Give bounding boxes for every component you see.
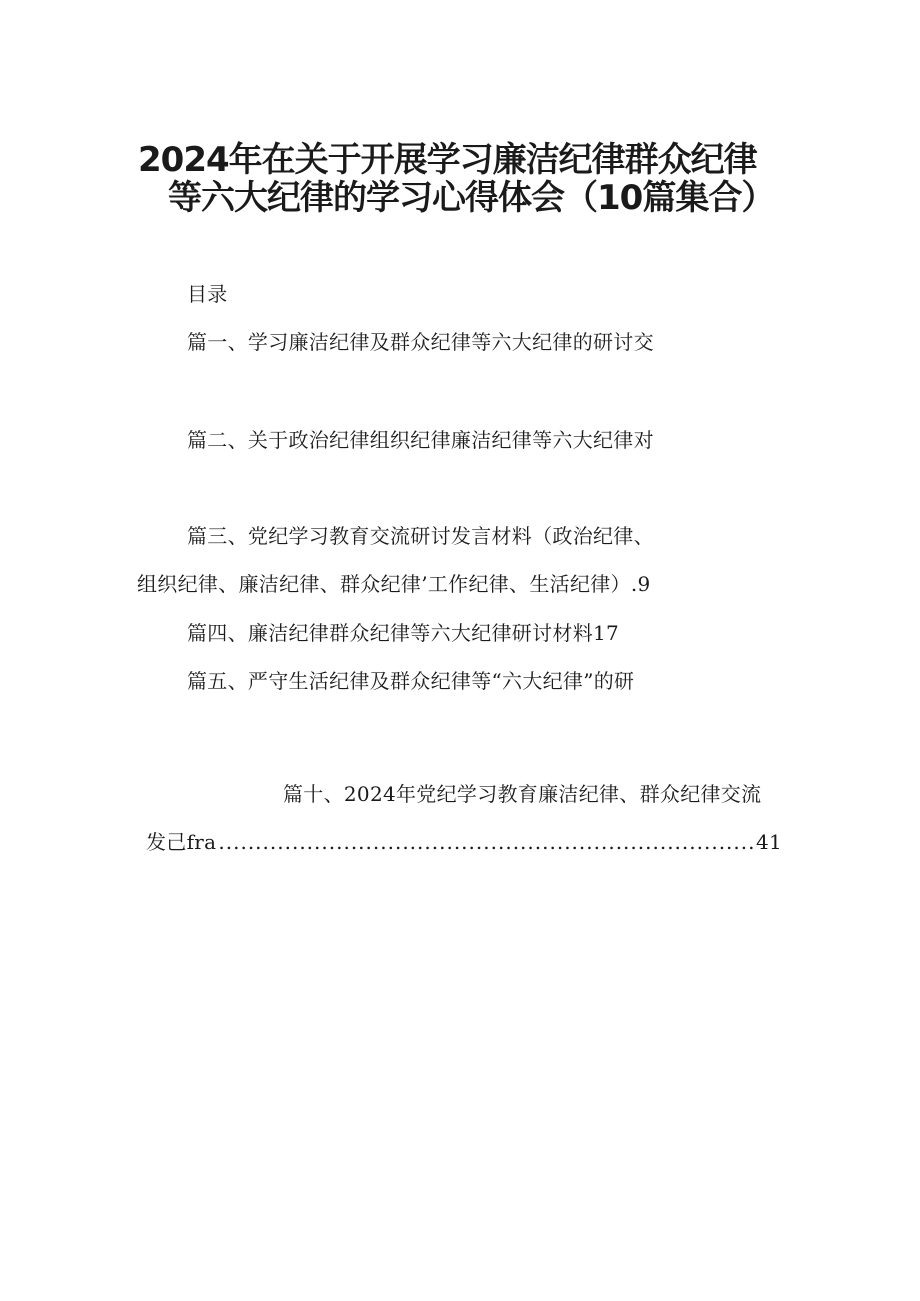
toc-entry-10-text: 发己fra xyxy=(146,830,217,854)
toc-dot-leader xyxy=(218,830,754,854)
document-title-line-1: 2024年在关于开展学习廉洁纪律群众纪律 xyxy=(138,140,757,180)
toc-entry-10-line-2[interactable] xyxy=(146,830,782,854)
toc-entry-3-line-1[interactable]: 篇三、党纪学习教育交流研讨发言材料（政治纪律、 xyxy=(187,524,654,548)
toc-entry-2[interactable]: 篇二、关于政治纪律组织纪律廉洁纪律等六大纪律对 xyxy=(187,428,654,452)
toc-heading: 目录 xyxy=(187,282,228,306)
toc-entry-3-line-2[interactable]: 组织纪律、廉洁纪律、群众纪律’工作纪律、生活纪律）.9 xyxy=(137,572,651,596)
toc-entry-10-line-1[interactable]: 篇十、2024年党纪学习教育廉洁纪律、群众纪律交流 xyxy=(283,782,762,806)
toc-entry-5[interactable]: 篇五、严守生活纪律及群众纪律等“六大纪律”的研 xyxy=(187,669,635,693)
toc-entry-4[interactable]: 篇四、廉洁纪律群众纪律等六大纪律研讨材料17 xyxy=(187,621,620,645)
toc-entry-10-page-number: 41 xyxy=(755,830,782,854)
document-title-line-2: 等六大纪律的学习心得体会（10篇集合） xyxy=(168,178,775,218)
toc-entry-1[interactable]: 篇一、学习廉洁纪律及群众纪律等六大纪律的研讨交 xyxy=(187,330,654,354)
